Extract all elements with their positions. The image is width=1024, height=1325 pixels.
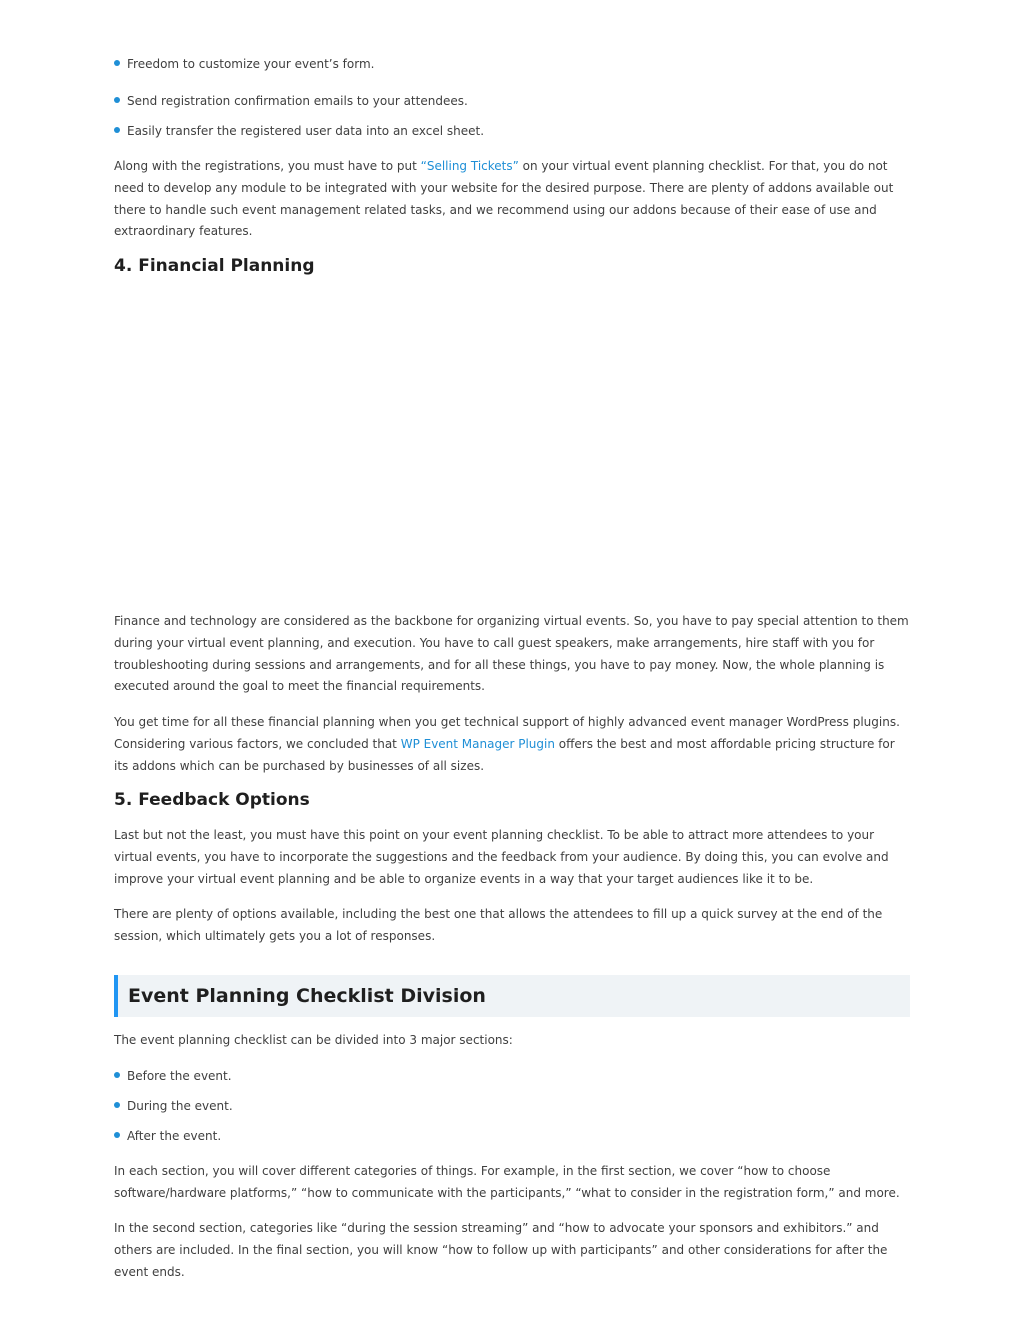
list-item bbox=[114, 55, 910, 73]
top-bullet-list bbox=[114, 55, 910, 140]
heading-feedback-options: 5. Feedback Options bbox=[114, 790, 310, 810]
text: Along with the registrations, you must have to put bbox=[114, 159, 421, 173]
paragraph-finance: Finance and technology are considered as the backbone for organizing virtual events. So, you have to pay special attention to them during your virtual event planning, and execution. You have to call guest speakers, make arrangements, hire staff with you for troubleshooting during sessions and arrangements, and for all these things, you have to pay money. Now, the whole planning is executed around the goal to meet the financial requirements. bbox=[114, 614, 909, 694]
list-item bbox=[114, 92, 910, 110]
paragraph-section-2: In the second section, categories like “during the session streaming” and “how to advocate your sponsors and exhibitors.” and others are included. In the final section, you will know “how to follow up with participants” and other considerations for after the event ends. bbox=[114, 1221, 888, 1279]
bullet-icon bbox=[114, 97, 120, 103]
paragraph-selling-tickets bbox=[114, 156, 910, 243]
list-item-text: Before the event. bbox=[127, 1069, 232, 1083]
text: You get time for all these financial planning when you get technical support of highly advanced event manager WordPress plugins. Considering various factors, we concluded that bbox=[114, 715, 900, 751]
paragraph-plugins bbox=[114, 712, 910, 777]
media-placeholder bbox=[114, 288, 910, 598]
section-banner bbox=[114, 975, 910, 1017]
list-item-text: Freedom to customize your event’s form. bbox=[127, 57, 375, 71]
paragraph-division: The event planning checklist can be divided into 3 major sections: bbox=[114, 1033, 513, 1047]
list-item-text: After the event. bbox=[127, 1129, 222, 1143]
wp-event-manager-link[interactable]: WP Event Manager Plugin bbox=[400, 736, 555, 751]
paragraph-section-1: In each section, you will cover different categories of things. For example, in the first section, we cover “how to choose software/hardware platforms,” “how to communicate with the participants,” “what to consider in the registration form,” and more. bbox=[114, 1164, 900, 1200]
list-item bbox=[114, 122, 910, 140]
list-item-text: During the event. bbox=[127, 1099, 233, 1113]
bullet-icon bbox=[114, 60, 120, 66]
paragraph-feedback-2: There are plenty of options available, including the best one that allows the attendees to fill up a quick survey at the end of the session, which ultimately gets you a lot of responses. bbox=[114, 907, 883, 943]
division-bullet-list bbox=[114, 1067, 910, 1145]
bullet-icon bbox=[114, 1072, 120, 1078]
text: on your virtual event planning checklist. For that, you do not need to develop any module to be integrated with your website for the desired purpose. There are plenty of addons available out there to handle such event management related tasks, and we recommend using our addons because of their ease of use and extraordinary features. bbox=[114, 159, 894, 239]
list-item bbox=[114, 1127, 910, 1145]
list-item bbox=[114, 1067, 910, 1085]
text: offers the best and most affordable pricing structure for its addons which can be purchased by businesses of all sizes. bbox=[114, 736, 895, 773]
bullet-icon bbox=[114, 127, 120, 133]
section-title: Event Planning Checklist Division bbox=[128, 985, 486, 1007]
selling-tickets-link[interactable]: “Selling Tickets” bbox=[420, 159, 519, 173]
bullet-icon bbox=[114, 1102, 120, 1108]
list-item-text: Easily transfer the registered user data into an excel sheet. bbox=[127, 124, 485, 138]
paragraph-feedback-1: Last but not the least, you must have this point on your event planning checklist. To be able to attract more attendees to your virtual events, you have to incorporate the suggestions and the feedback from your audience. By doing this, you can evolve and improve your virtual event planning and be able to organize events in a way that your target audiences like it to be. bbox=[114, 828, 889, 886]
list-item bbox=[114, 1097, 910, 1115]
heading-financial-planning: 4. Financial Planning bbox=[114, 256, 315, 276]
bullet-icon bbox=[114, 1132, 120, 1138]
list-item-text: Send registration confirmation emails to your attendees. bbox=[127, 94, 468, 108]
